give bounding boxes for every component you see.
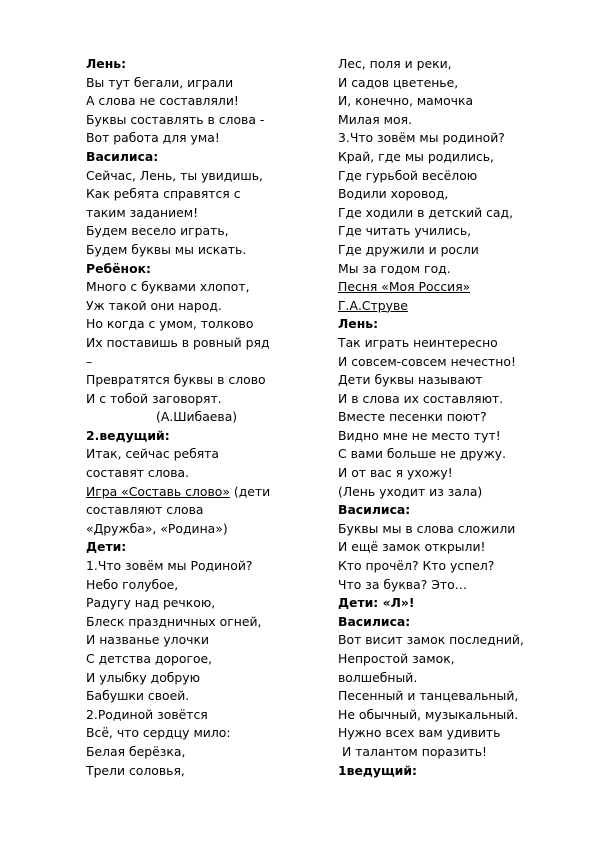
text-line: составляют слова (86, 502, 204, 518)
text-line: И ещё замок открыли! (338, 539, 486, 555)
text-line: Песенный и танцевальный, (338, 688, 519, 704)
text-line: Вы тут бегали, играли (86, 74, 234, 90)
text-line: Небо голубое, (86, 576, 179, 592)
text-line: Лень: (338, 316, 379, 332)
text-line: Не обычный, музыкальный. (338, 706, 519, 722)
text-line: таким заданием! (86, 204, 199, 220)
text-line: Дети буквы называют (338, 372, 483, 388)
text-line: 2.Родиной зовётся (86, 706, 208, 722)
text-line: волшебный. (338, 669, 418, 685)
text-line: Дети: (86, 539, 127, 555)
text-line: 1ведущий: (338, 762, 417, 778)
text-line: Вот висит замок последний, (338, 632, 524, 648)
text-line: 2.ведущий: (86, 427, 170, 443)
text-line: Мы за годом год. (338, 260, 451, 276)
text-line: И в слова их составляют. (338, 390, 504, 406)
text-line: Так играть неинтересно (338, 334, 498, 350)
text-segment: Дети: (338, 595, 379, 611)
text-line: И садов цветенье, (338, 74, 459, 90)
text-line: Где дружили и росли (338, 241, 479, 257)
right-text-column (338, 55, 578, 780)
text-line: Сейчас, Лень, ты увидишь, (86, 167, 263, 183)
text-line: Нужно всех вам удивить (338, 725, 501, 741)
text-line: А слова не составляли! (86, 93, 239, 109)
text-line: Г.А.Струве (338, 297, 408, 313)
text-line: Василиса: (338, 613, 411, 629)
text-line: Буквы составлять в слова - (86, 111, 265, 127)
text-segment: Игра «Составь слово» (86, 483, 230, 499)
text-line: И, конечно, мамочка (338, 93, 474, 109)
text-line: Василиса: (338, 502, 411, 518)
text-line: С детства дорогое, (86, 651, 213, 666)
text-line: И названье улочки (86, 632, 210, 648)
text-line: «Дружба», «Родина») (86, 520, 228, 536)
text-line: И от вас я ухожу! (338, 465, 453, 481)
left-text-column (86, 55, 318, 780)
text-line: Буквы мы в слова сложили (338, 520, 516, 536)
text-line: Уж такой они народ. (86, 297, 222, 313)
text-line: Лень: (86, 56, 127, 71)
text-line: И улыбку добрую (86, 669, 201, 685)
text-line: Что за буква? Это… (338, 576, 468, 592)
text-line: Вместе песенки поют? (338, 409, 487, 425)
text-line: Бабушки своей. (86, 688, 190, 704)
text-line: И совсем-совсем нечестно! (338, 353, 516, 369)
text-line: Но когда с умом, толково (86, 316, 254, 332)
text-segment: «Л»! (378, 595, 415, 611)
text-line: (Лень уходит из зала) (338, 483, 483, 499)
text-line: Их поставишь в ровный ряд (86, 334, 270, 350)
text-line: Итак, сейчас ребята (86, 446, 219, 462)
text-line: Трели соловья, (86, 762, 185, 778)
text-line: Всё, что сердцу мило: (86, 725, 231, 741)
text-line: Милая моя. (338, 111, 412, 127)
text-line: С вами больше не дружу. (338, 446, 507, 462)
text-line: 3.Что зовём мы родиной? (338, 130, 505, 146)
text-line: Много с буквами хлопот, (86, 279, 250, 295)
text-line: Василиса: (86, 148, 159, 164)
text-line: Превратятся буквы в слово (86, 372, 266, 388)
text-line: Как ребята справятся с (86, 186, 241, 202)
text-line: 1.Что зовём мы Родиной? (86, 558, 253, 574)
text-line: Лес, поля и реки, (338, 56, 452, 71)
text-line: Водили хоровод, (338, 186, 449, 202)
text-line: (А.Шибаева) (156, 409, 238, 425)
text-line: Кто прочёл? Кто успел? (338, 558, 495, 574)
text-line: – (86, 353, 93, 369)
text-segment: (дети (229, 483, 271, 499)
text-line: Песня «Моя Россия» (338, 279, 471, 295)
text-line: Где ходили в детский сад, (338, 204, 514, 220)
text-line: составят слова. (86, 465, 190, 481)
text-line: Белая берёзка, (86, 743, 186, 759)
text-line (86, 483, 318, 502)
text-line: Видно мне не место тут! (338, 427, 501, 443)
text-line (338, 594, 578, 613)
text-line: Блеск праздничных огней, (86, 613, 262, 629)
text-line: Будем весело играть, (86, 223, 229, 239)
text-line: Где читать учились, (338, 223, 472, 239)
text-line: Вот работа для ума! (86, 130, 220, 146)
text-line: Будем буквы мы искать. (86, 241, 247, 257)
text-line: И талантом поразить! (342, 743, 487, 759)
text-line: Радугу над речкою, (86, 595, 216, 611)
text-line: И с тобой заговорят. (86, 390, 222, 406)
text-line: Ребёнок: (86, 260, 151, 276)
text-line: Где гурьбой весёлою (338, 167, 478, 183)
text-line: Непростой замок, (338, 651, 455, 666)
text-line: Край, где мы родились, (338, 148, 494, 164)
